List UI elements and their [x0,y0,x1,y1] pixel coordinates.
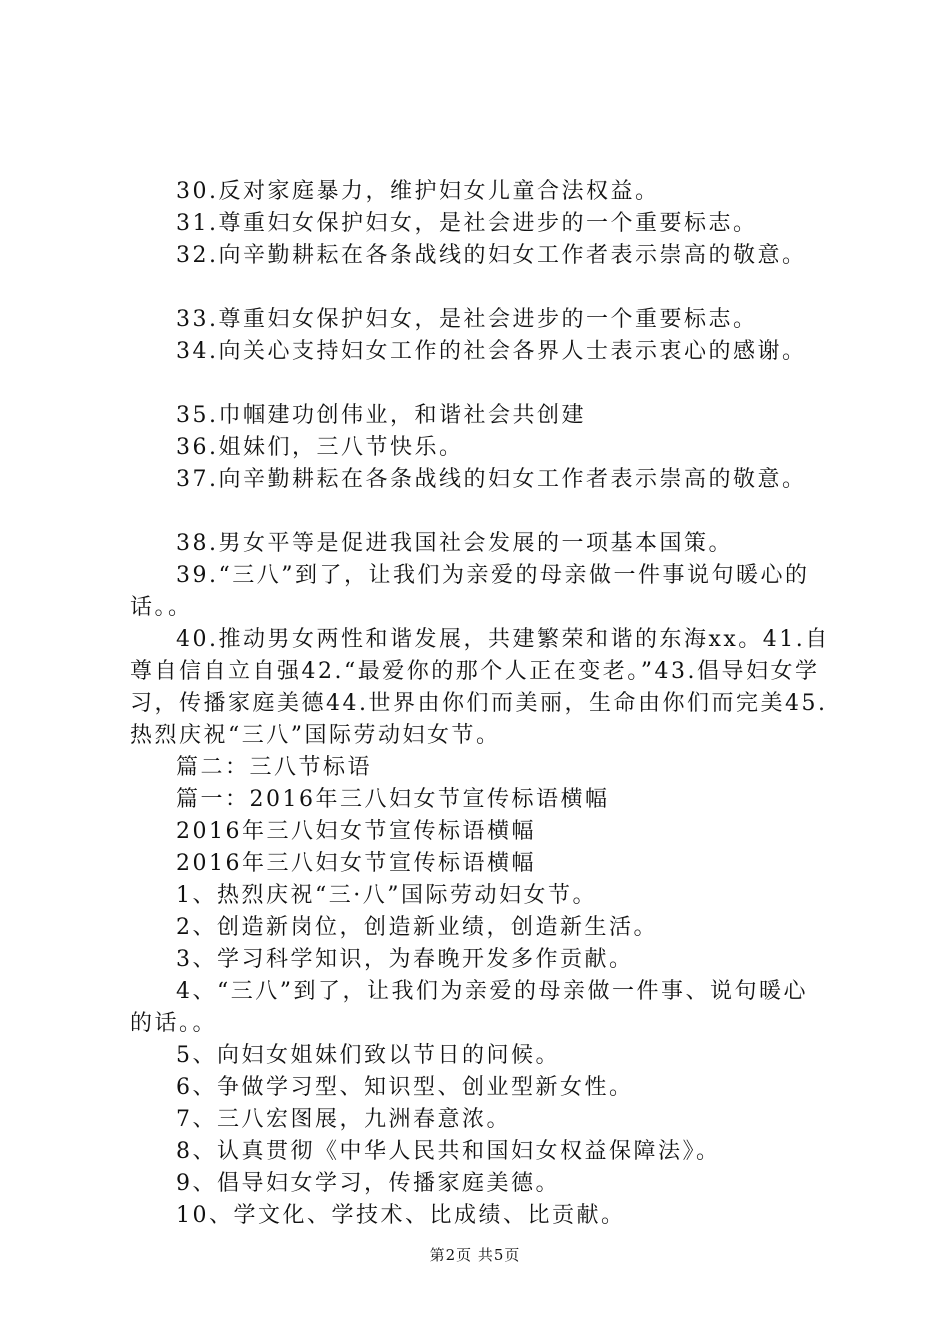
list-item: 5、向妇女姐妹们致以节日的问候。 [176,1043,560,1068]
paragraph-line: 32.向辛勤耕耘在各条战线的妇女工作者表示崇高的敬意。 [176,243,807,268]
list-item: 7、三八宏图展，九洲春意浓。 [176,1107,511,1132]
blank-line [130,272,830,304]
list-item: 3、学习科学知识，为春晚开发多作贡献。 [176,947,634,972]
list-item: 9、倡导妇女学习，传播家庭美德。 [176,1171,560,1196]
paragraph-line: 34.向关心支持妇女工作的社会各界人士表示衷心的感谢。 [176,339,807,364]
list-item: 4、“三八”到了，让我们为亲爱的母亲做一件事、说句暖心的话。。 [130,979,808,1036]
document-body [130,176,830,1232]
list-item: 8、认真贯彻《中华人民共和国妇女权益保障法》。 [176,1139,721,1164]
section-heading: 篇二：三八节标语 [176,755,373,780]
page-indicator: 第2页 共5页 [429,1246,521,1264]
paragraph-line: 38.男女平等是促进我国社会发展的一项基本国策。 [176,531,733,556]
list-item: 1、热烈庆祝“三·八”国际劳动妇女节。 [176,883,597,908]
paragraph-line: 35.巾帼建功创伟业，和谐社会共创建 [176,403,586,428]
blank-line [130,496,830,528]
paragraph-line: 37.向辛勤耕耘在各条战线的妇女工作者表示崇高的敬意。 [176,467,807,492]
paragraph-line: 2016年三八妇女节宣传标语横幅 [176,819,536,844]
paragraph-line: 31.尊重妇女保护妇女，是社会进步的一个重要标志。 [176,211,758,236]
paragraph-line: 30.反对家庭暴力，维护妇女儿童合法权益。 [176,179,660,204]
paragraph-line: 33.尊重妇女保护妇女，是社会进步的一个重要标志。 [176,307,758,332]
paragraph-line: 2016年三八妇女节宣传标语横幅 [176,851,536,876]
list-item: 6、争做学习型、知识型、创业型新女性。 [176,1075,634,1100]
paragraph-line: 36.姐妹们，三八节快乐。 [176,435,464,460]
blank-line [130,368,830,400]
paragraph-line: 39.“三八”到了，让我们为亲爱的母亲做一件事说句暖心的话。。 [130,563,810,620]
list-item: 2、创造新岗位，创造新业绩，创造新生活。 [176,915,658,940]
paragraph-line: 40.推动男女两性和谐发展，共建繁荣和谐的东海xx。41.自尊自信自立自强42.“最爱你的那个人正在变老。”43.倡导妇女学习，传播家庭美德44.世界由你们而美丽，生命由你们而完美45.热烈庆祝“三八”国际劳动妇女节。 [130,627,830,748]
page-footer [0,1244,950,1265]
section-heading: 篇一：2016年三八妇女节宣传标语横幅 [176,787,610,812]
list-item: 10、学文化、学技术、比成绩、比贡献。 [176,1203,626,1228]
